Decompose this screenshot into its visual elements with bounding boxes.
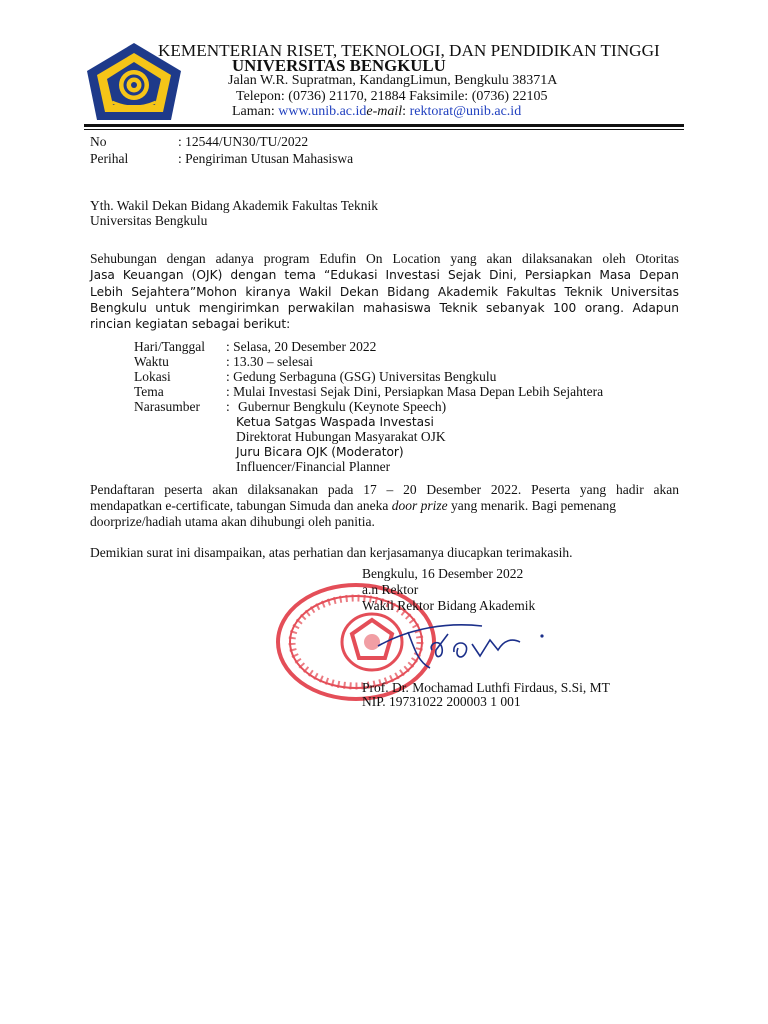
intro-line-5: rincian kegiatan sebagai berikut: (90, 317, 291, 331)
website-link[interactable]: www.unib.ac.id (278, 104, 367, 119)
registration-line-3: doorprize/hadiah utama akan dihubungi oleh panitia. (90, 514, 375, 529)
university-web-line (232, 104, 521, 120)
letterhead-rule-thin (84, 129, 684, 130)
subject-label: Perihal (90, 151, 129, 166)
subject-value: : Pengiriman Utusan Mahasiswa (178, 151, 354, 166)
email-separator: : (402, 104, 410, 119)
intro-line-4: Bengkulu untuk mengirimkan perwakilan mahasiswa Teknik sebanyak 100 orang. Adapun (90, 301, 679, 315)
letter-number: : 12544/UN30/TU/2022 (178, 134, 309, 149)
intro-line-2: Jasa Keuangan (OJK) dengan tema “Edukasi Investasi Sejak Dini, Persiapkan Masa Depan (90, 268, 679, 282)
signatory-nip: NIP. 19731022 200003 1 001 (362, 694, 521, 709)
signature-position: Wakil Rektor Bidang Akademik (362, 598, 536, 613)
letterhead-rule-thick (84, 124, 684, 127)
registration-line-1: Pendaftaran peserta akan dilaksanakan pada 17 – 20 Desember 2022. Peserta yang hadir akan (90, 482, 679, 497)
email-link[interactable]: rektorat@unib.ac.id (409, 104, 522, 119)
detail-theme-value: : Mulai Investasi Sejak Dini, Persiapkan Masa Depan Lebih Sejahtera (226, 384, 604, 399)
detail-speakers-label: Narasumber (134, 399, 200, 414)
handwritten-signature (370, 610, 555, 680)
intro-line-3: Lebih Sejahtera”Mohon kiranya Wakil Dekan Bidang Akademik Fakultas Teknik Universitas (90, 285, 679, 299)
registration-line-2 (90, 498, 616, 514)
speaker-item: Direktorat Hubungan Masyarakat OJK (236, 429, 446, 444)
signature-on-behalf: a.n Rektor (362, 582, 419, 597)
detail-speakers-colon: : (226, 399, 230, 414)
intro-line-1: Sehubungan dengan adanya program Edufin On Location yang akan dilaksanakan oleh Otoritas (90, 251, 679, 266)
detail-date-value: : Selasa, 20 Desember 2022 (226, 339, 377, 354)
closing-sentence: Demikian surat ini disampaikan, atas perhatian dan kerjasamanya diucapkan terimakasih. (90, 545, 573, 560)
web-label: Laman: (232, 104, 279, 119)
registration-text: yang menarik. Bagi pemenang (447, 498, 616, 513)
detail-location-label: Lokasi (134, 369, 171, 384)
university-name: UNIVERSITAS BENGKULU (232, 56, 446, 75)
registration-text: mendapatkan e-certificate, tabungan Simuda dan aneka (90, 498, 392, 513)
speaker-item: Influencer/Financial Planner (236, 459, 391, 474)
email-label: e-mail (366, 104, 403, 119)
speaker-item: Ketua Satgas Waspada Investasi (236, 415, 434, 429)
university-phone: Telepon: (0736) 21170, 21884 Faksimile: (0736) 22105 (236, 89, 548, 104)
recipient-line-1: Yth. Wakil Dekan Bidang Akademik Fakultas Teknik (90, 198, 379, 213)
door-prize-emphasis: door prize (391, 498, 448, 513)
detail-theme-label: Tema (134, 384, 164, 399)
signature-place-date: Bengkulu, 16 Desember 2022 (362, 566, 524, 581)
signatory-name: Prof. Dr. Mochamad Luthfi Firdaus, S.Si, MT (362, 680, 610, 695)
detail-time-value: : 13.30 – selesai (226, 354, 313, 369)
university-address: Jalan W.R. Supratman, KandangLimun, Bengkulu 38371A (228, 73, 558, 88)
speaker-item: Juru Bicara OJK (Moderator) (236, 445, 404, 459)
detail-time-label: Waktu (134, 354, 169, 369)
ministry-title: KEMENTERIAN RISET, TEKNOLOGI, DAN PENDIDIKAN TINGGI (158, 41, 660, 60)
recipient-line-2: Universitas Bengkulu (90, 213, 208, 228)
detail-location-value: : Gedung Serbaguna (GSG) Universitas Bengkulu (226, 369, 497, 384)
letter-number-label: No (90, 134, 107, 149)
detail-date-label: Hari/Tanggal (134, 339, 206, 354)
speaker-item: Gubernur Bengkulu (Keynote Speech) (238, 399, 447, 414)
